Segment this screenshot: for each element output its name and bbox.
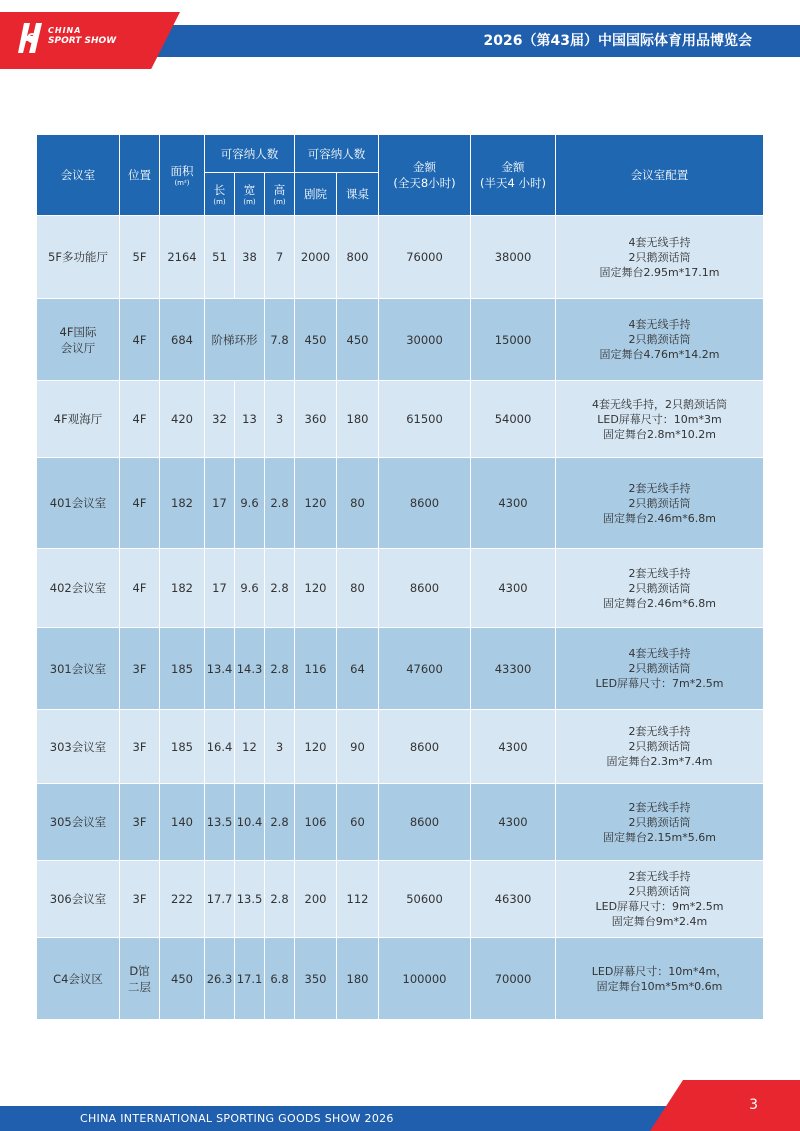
- cell-room-line: C4会议区: [53, 971, 103, 986]
- header-price-full-line2: (全天8小时): [393, 176, 456, 190]
- cell-config-line: 2只鹅颈话筒: [628, 496, 691, 510]
- cell-classroom: 80: [337, 549, 379, 628]
- header-price-half-line2: (半天4 小时): [480, 176, 546, 190]
- header-area-label: 面积: [170, 163, 194, 178]
- cell-classroom: 80: [337, 458, 379, 549]
- cell-area: 182: [160, 549, 205, 628]
- cell-theater: 120: [295, 549, 337, 628]
- cell-width: 9.6: [235, 549, 265, 628]
- cell-location: [120, 299, 160, 381]
- cell-location-line: 4F: [132, 581, 147, 595]
- cell-width: 38: [235, 216, 265, 299]
- cell-location: [120, 216, 160, 299]
- cell-config-line: 4套无线手持: [628, 235, 691, 249]
- cell-config-line: 固定舞台2.46m*6.8m: [603, 511, 716, 525]
- header-location: 位置: [120, 135, 160, 216]
- cell-length: 32: [205, 381, 235, 458]
- cell-theater: 2000: [295, 216, 337, 299]
- cell-length: 13.5: [205, 784, 235, 861]
- cell-config: [556, 938, 764, 1020]
- cell-length: 13.4: [205, 628, 235, 710]
- cell-classroom: 180: [337, 938, 379, 1020]
- table-row: [37, 216, 764, 299]
- cell-config-line: 2套无线手持: [628, 800, 691, 814]
- header-price-half: [471, 135, 556, 216]
- cell-area: 185: [160, 710, 205, 784]
- cell-room: [37, 299, 120, 381]
- cell-dimensions-merged: 阶梯环形: [205, 299, 265, 381]
- page-number: 3: [749, 1097, 758, 1113]
- cell-length: 17: [205, 549, 235, 628]
- cell-classroom: 450: [337, 299, 379, 381]
- cell-room-line: 303会议室: [49, 739, 107, 754]
- cell-price-full: 8600: [379, 784, 471, 861]
- cell-config-line: 2套无线手持: [628, 481, 691, 495]
- cell-height: 7: [265, 216, 295, 299]
- cell-theater: 120: [295, 710, 337, 784]
- cell-config-line: 固定舞台9m*2.4m: [611, 915, 708, 928]
- cell-length: 16.4: [205, 710, 235, 784]
- header-area-unit: (m²): [174, 178, 190, 187]
- cell-height: 3: [265, 710, 295, 784]
- cell-room-line: 301会议室: [49, 661, 107, 676]
- cell-location: [120, 381, 160, 458]
- header-price-half-line1: 金额: [501, 160, 525, 174]
- cell-price-full: 100000: [379, 938, 471, 1020]
- logo-wordmark: [48, 26, 116, 46]
- logo-line-1: CHINA: [48, 26, 82, 35]
- header-height-label: 高: [273, 182, 286, 197]
- cell-config: [556, 710, 764, 784]
- cell-price-full: 8600: [379, 710, 471, 784]
- cell-config-line: 4套无线手持: [628, 647, 691, 660]
- cell-width: 9.6: [235, 458, 265, 549]
- cell-config: [556, 549, 764, 628]
- cell-room: [37, 938, 120, 1020]
- cell-location: [120, 549, 160, 628]
- cell-price-half: 15000: [471, 299, 556, 381]
- cell-location-line: 4F: [132, 332, 147, 347]
- cell-room-line: 401会议室: [49, 496, 107, 510]
- cell-config-line: 固定舞台4.76m*14.2m: [599, 348, 720, 361]
- cell-price-full: 50600: [379, 861, 471, 938]
- cell-theater: 350: [295, 938, 337, 1020]
- cell-width: 12: [235, 710, 265, 784]
- cell-classroom: 90: [337, 710, 379, 784]
- header-price-full-line1: 金额: [413, 160, 436, 174]
- cell-area: 140: [160, 784, 205, 861]
- cell-room-line: 5F多功能厅: [48, 250, 108, 264]
- cell-location-line: 4F: [132, 412, 147, 426]
- cell-location: [120, 861, 160, 938]
- cell-config-line: 4套无线手持，2只鹅颈话筒: [592, 397, 727, 411]
- header-length-label: 长: [213, 182, 226, 197]
- cell-theater: 120: [295, 458, 337, 549]
- cell-height: 2.8: [265, 861, 295, 938]
- cell-room: [37, 628, 120, 710]
- cell-config-line: 固定舞台2.3m*7.4m: [606, 755, 713, 768]
- cell-config-line: 2只鹅颈话筒: [628, 333, 691, 346]
- cell-room-line: 4F国际: [59, 324, 97, 339]
- cell-price-full: 8600: [379, 549, 471, 628]
- cell-config: [556, 861, 764, 938]
- cell-price-half: 70000: [471, 938, 556, 1020]
- cell-height: 2.8: [265, 628, 295, 710]
- cell-area: 2164: [160, 216, 205, 299]
- cell-area: 684: [160, 299, 205, 381]
- header-classroom: 课桌: [337, 173, 379, 216]
- cell-config-line: LED屏幕尺寸：9m*2.5m: [595, 900, 724, 913]
- cell-location-line: 4F: [132, 496, 147, 510]
- cell-config: [556, 458, 764, 549]
- cell-height: 3: [265, 381, 295, 458]
- cell-location-line: D馆: [129, 963, 150, 978]
- cell-classroom: 64: [337, 628, 379, 710]
- table-row: [37, 458, 764, 549]
- cell-config-line: 2只鹅颈话筒: [628, 250, 691, 264]
- cell-theater: 360: [295, 381, 337, 458]
- header-config: 会议室配置: [556, 135, 764, 216]
- table-row: [37, 710, 764, 784]
- cell-length: 17.7: [205, 861, 235, 938]
- cell-length: 26.3: [205, 938, 235, 1020]
- cell-config-line: 固定舞台2.46m*6.8m: [603, 596, 716, 610]
- header-width-label: 宽: [243, 182, 256, 197]
- cell-area: 182: [160, 458, 205, 549]
- cell-location-line: 3F: [132, 739, 147, 754]
- table-row: [37, 299, 764, 381]
- cell-config-line: 固定舞台2.15m*5.6m: [603, 830, 716, 844]
- cell-height: 7.8: [265, 299, 295, 381]
- header-theater: 剧院: [295, 173, 337, 216]
- footer-red-accent: [650, 1080, 800, 1131]
- cell-theater: 116: [295, 628, 337, 710]
- cell-location-line: 5F: [132, 250, 147, 264]
- cell-room-line: 305会议室: [49, 815, 107, 829]
- cell-config-line: 2只鹅颈话筒: [628, 581, 691, 595]
- cell-config: [556, 784, 764, 861]
- cell-config-line: 2只鹅颈话筒: [628, 740, 691, 753]
- cell-room-line: 4F观海厅: [53, 412, 103, 426]
- cell-theater: 450: [295, 299, 337, 381]
- cell-room: [37, 549, 120, 628]
- cell-price-half: 4300: [471, 549, 556, 628]
- cell-height: 2.8: [265, 784, 295, 861]
- cell-price-half: 54000: [471, 381, 556, 458]
- cell-room: [37, 381, 120, 458]
- cell-room: [37, 861, 120, 938]
- cell-area: 185: [160, 628, 205, 710]
- cell-config-line: 2套无线手持: [628, 566, 691, 580]
- cell-price-half: 4300: [471, 458, 556, 549]
- cell-room-line: 306会议室: [49, 892, 107, 906]
- cell-width: 17.1: [235, 938, 265, 1020]
- table-row: [37, 381, 764, 458]
- cell-price-half: 43300: [471, 628, 556, 710]
- cell-price-half: 38000: [471, 216, 556, 299]
- cell-config-line: 2只鹅颈话筒: [628, 815, 691, 829]
- table-row: [37, 549, 764, 628]
- cell-config: [556, 216, 764, 299]
- cell-room-line: 402会议室: [49, 581, 107, 595]
- header-price-full: [379, 135, 471, 216]
- cell-room-line: 会议厅: [60, 340, 96, 355]
- cell-location: [120, 784, 160, 861]
- cell-config-line: 2套无线手持: [628, 725, 691, 738]
- cell-price-full: 47600: [379, 628, 471, 710]
- cell-config: [556, 628, 764, 710]
- cell-theater: 200: [295, 861, 337, 938]
- cell-room: [37, 216, 120, 299]
- header-area: [160, 135, 205, 216]
- cell-room: [37, 710, 120, 784]
- cell-height: 6.8: [265, 938, 295, 1020]
- cell-width: 14.3: [235, 628, 265, 710]
- table-row: [37, 938, 764, 1020]
- cell-config-line: LED屏幕尺寸：7m*2.5m: [595, 677, 724, 690]
- header-width-unit: (m): [243, 197, 256, 206]
- table-row: [37, 628, 764, 710]
- header-height-unit: (m): [273, 197, 286, 206]
- cell-room: [37, 784, 120, 861]
- cell-width: 13.5: [235, 861, 265, 938]
- header-width: [235, 173, 265, 216]
- table-row: [37, 784, 764, 861]
- header-title: 2026（第43届）中国国际体育用品博览会: [483, 33, 752, 49]
- cell-location-line: 3F: [132, 892, 147, 906]
- cell-config-line: 固定舞台2.95m*17.1m: [599, 265, 720, 279]
- cell-price-half: 4300: [471, 784, 556, 861]
- cell-classroom: 180: [337, 381, 379, 458]
- header-height: [265, 173, 295, 216]
- cell-location: [120, 458, 160, 549]
- logo-line-2: SPORT SHOW: [48, 36, 117, 46]
- cell-config-line: 2套无线手持: [628, 870, 691, 883]
- cell-location: [120, 628, 160, 710]
- cell-location-line: 3F: [132, 815, 147, 829]
- cell-location-line: 二层: [128, 979, 151, 994]
- cell-classroom: 60: [337, 784, 379, 861]
- cell-length: 17: [205, 458, 235, 549]
- cell-price-full: 30000: [379, 299, 471, 381]
- cell-config-line: 固定舞台10m*5m*0.6m: [596, 979, 723, 993]
- logo-mark-icon: [18, 19, 46, 57]
- cell-height: 2.8: [265, 549, 295, 628]
- cell-price-half: 4300: [471, 710, 556, 784]
- cell-height: 2.8: [265, 458, 295, 549]
- cell-config-line: LED屏幕尺寸：10m*4m，: [591, 964, 728, 978]
- cell-width: 13: [235, 381, 265, 458]
- cell-price-full: 61500: [379, 381, 471, 458]
- cell-location-line: 3F: [132, 661, 147, 676]
- cell-config-line: 固定舞台2.8m*10.2m: [603, 427, 716, 441]
- cell-location: [120, 710, 160, 784]
- cell-area: 450: [160, 938, 205, 1020]
- cell-config: [556, 381, 764, 458]
- cell-location: [120, 938, 160, 1020]
- cell-area: 420: [160, 381, 205, 458]
- cell-width: 10.4: [235, 784, 265, 861]
- cell-classroom: 800: [337, 216, 379, 299]
- cell-area: 222: [160, 861, 205, 938]
- cell-config-line: 4套无线手持: [628, 318, 691, 331]
- cell-length: 51: [205, 216, 235, 299]
- cell-price-full: 8600: [379, 458, 471, 549]
- header-length: [205, 173, 235, 216]
- table-row: [37, 861, 764, 938]
- logo: [18, 19, 128, 57]
- header-length-unit: (m): [213, 197, 226, 206]
- cell-price-half: 46300: [471, 861, 556, 938]
- meeting-room-table: [36, 134, 764, 1020]
- cell-classroom: 112: [337, 861, 379, 938]
- header-room: 会议室: [37, 135, 120, 216]
- cell-config-line: LED屏幕尺寸：10m*3m: [597, 412, 722, 426]
- cell-config: [556, 299, 764, 381]
- cell-config-line: 2只鹅颈话筒: [628, 885, 691, 898]
- footer-text: CHINA INTERNATIONAL SPORTING GOODS SHOW 2026: [80, 1112, 394, 1125]
- header-capacity-group-2: 可容纳人数: [295, 135, 379, 173]
- cell-theater: 106: [295, 784, 337, 861]
- cell-config-line: 2只鹅颈话筒: [628, 662, 691, 675]
- cell-price-full: 76000: [379, 216, 471, 299]
- cell-room: [37, 458, 120, 549]
- header-capacity-group-1: 可容纳人数: [205, 135, 295, 173]
